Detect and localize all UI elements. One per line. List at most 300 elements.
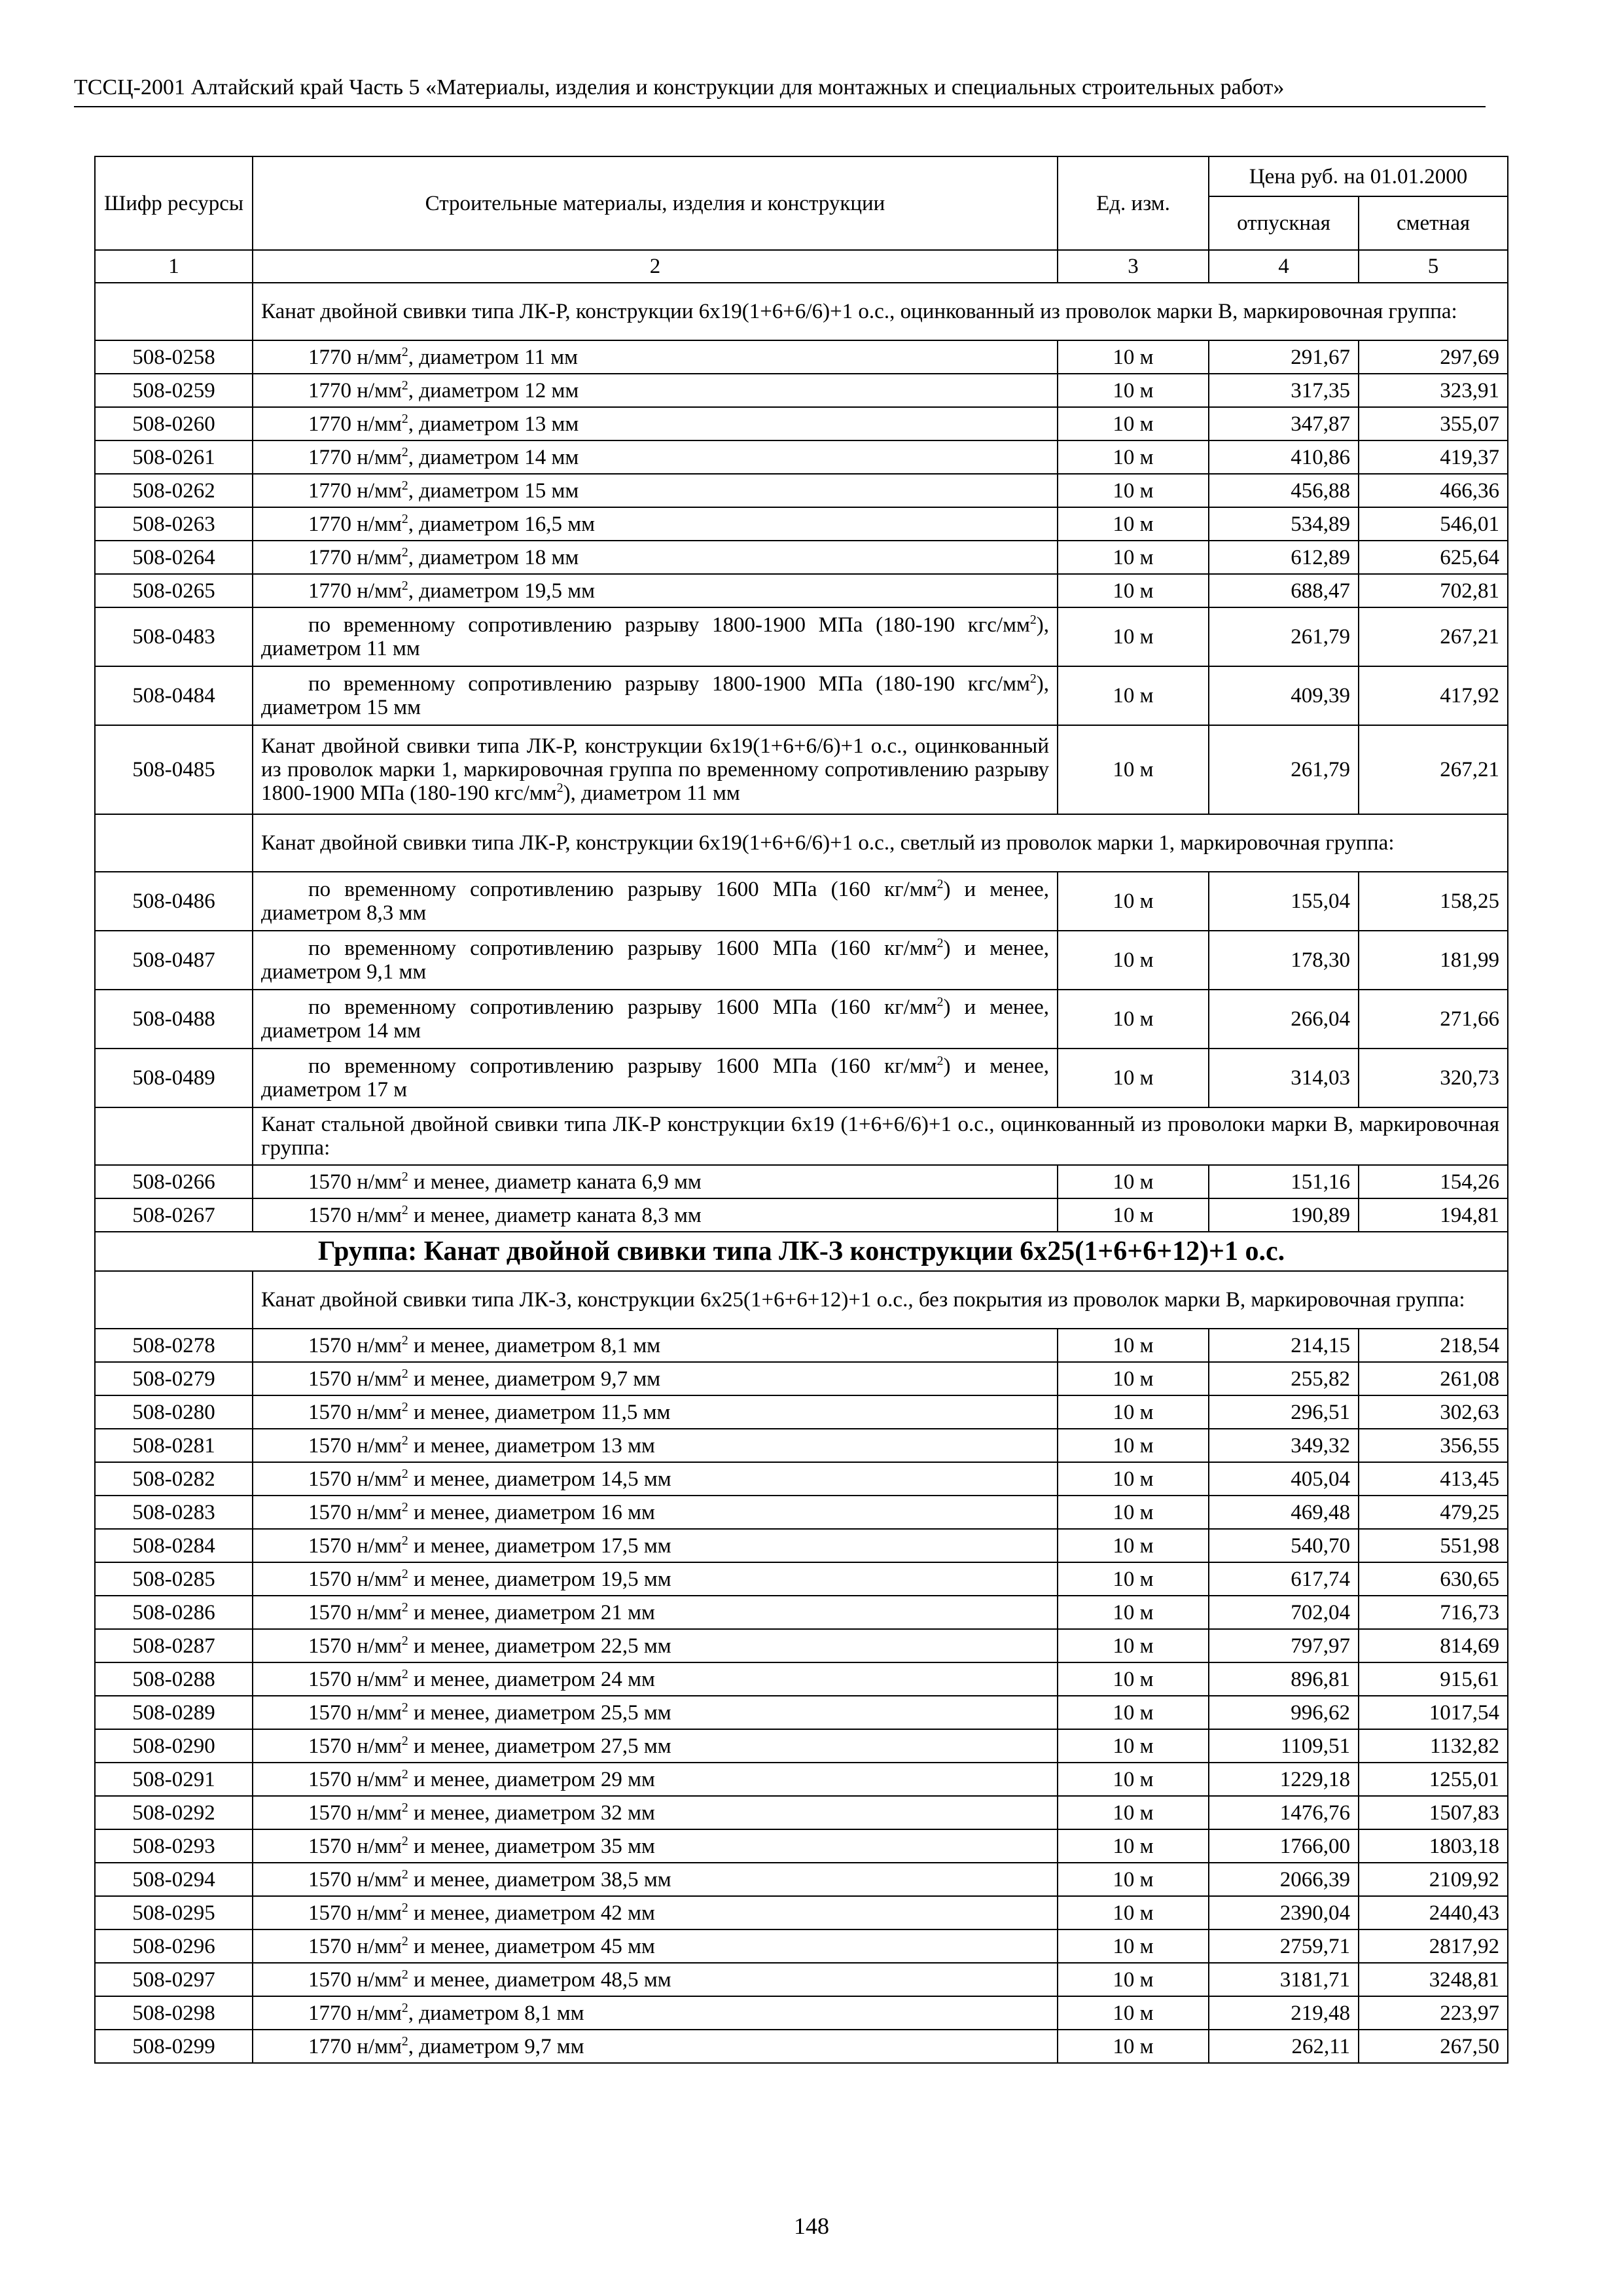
- unit-cell: 10 м: [1058, 1863, 1209, 1896]
- description-text: по временному сопротивлению разрыву 1600 МПа (160 кг/мм: [308, 1054, 937, 1078]
- unit-cell: 10 м: [1058, 1896, 1209, 1929]
- estimate-price: 625,64: [1359, 541, 1508, 574]
- superscript-2: 2: [936, 936, 944, 950]
- resource-code: 508-0484: [95, 666, 253, 725]
- description-text: ) и менее, диаметром 17 м: [261, 1054, 1049, 1102]
- estimate-price: 218,54: [1359, 1329, 1508, 1362]
- resource-code: 508-0278: [95, 1329, 253, 1362]
- unit-cell: 10 м: [1058, 1496, 1209, 1529]
- description-text: 1570 н/мм: [308, 1467, 402, 1491]
- release-price: 151,16: [1209, 1165, 1359, 1198]
- description-text: 1570 н/мм: [308, 1600, 402, 1624]
- description-text: 1570 н/мм: [308, 1901, 402, 1925]
- release-price: 219,48: [1209, 1996, 1359, 2030]
- estimate-price: 716,73: [1359, 1596, 1508, 1629]
- description-text: , диаметром 8,1 мм: [408, 2001, 584, 2025]
- material-description: [253, 1198, 1058, 1232]
- unit-cell: 10 м: [1058, 474, 1209, 507]
- table-row: [95, 1863, 1508, 1896]
- superscript-2: 2: [556, 781, 563, 795]
- material-description: [253, 1863, 1058, 1896]
- description-text: , диаметром 11 мм: [408, 345, 578, 369]
- superscript-2: 2: [401, 1900, 408, 1915]
- release-price: 405,04: [1209, 1462, 1359, 1496]
- superscript-2: 2: [1029, 672, 1037, 686]
- superscript-2: 2: [401, 1202, 408, 1217]
- column-number: 3: [1058, 250, 1209, 283]
- resource-code: 508-0292: [95, 1796, 253, 1829]
- resource-code: 508-0286: [95, 1596, 253, 1629]
- description-text: и менее, диаметром 11,5 мм: [408, 1400, 671, 1424]
- unit-cell: 10 м: [1058, 1729, 1209, 1763]
- material-description: [253, 1496, 1058, 1529]
- resource-code: 508-0299: [95, 2030, 253, 2063]
- estimate-price: 2109,92: [1359, 1863, 1508, 1896]
- table-row: [95, 1596, 1508, 1629]
- resource-code: 508-0279: [95, 1362, 253, 1395]
- table-row: [95, 725, 1508, 814]
- unit-cell: 10 м: [1058, 407, 1209, 440]
- table-row: [95, 1362, 1508, 1395]
- material-description: [253, 374, 1058, 407]
- release-price: 617,74: [1209, 1562, 1359, 1596]
- table-row: [95, 574, 1508, 607]
- release-price: 314,03: [1209, 1049, 1359, 1107]
- page-number: 148: [794, 2213, 829, 2239]
- estimate-price: 2440,43: [1359, 1896, 1508, 1929]
- section-note-row: [95, 814, 1508, 872]
- superscript-2: 2: [401, 511, 408, 526]
- material-description: [253, 1763, 1058, 1796]
- superscript-2: 2: [936, 877, 944, 891]
- release-price: 261,79: [1209, 607, 1359, 666]
- table-row: [95, 1996, 1508, 2030]
- resource-code: 508-0289: [95, 1696, 253, 1729]
- superscript-2: 2: [401, 411, 408, 426]
- resource-code: 508-0267: [95, 1198, 253, 1232]
- resource-code: 508-0290: [95, 1729, 253, 1763]
- description-text: и менее, диаметром 45 мм: [408, 1934, 655, 1958]
- resource-code: 508-0262: [95, 474, 253, 507]
- material-description: [253, 666, 1058, 725]
- estimate-price: 158,25: [1359, 872, 1508, 931]
- estimate-price: 267,50: [1359, 2030, 1508, 2063]
- material-description: [253, 1996, 1058, 2030]
- description-text: и менее, диаметром 9,7 мм: [408, 1367, 661, 1391]
- table-row: [95, 1462, 1508, 1496]
- material-description: [253, 1362, 1058, 1395]
- superscript-2: 2: [401, 1499, 408, 1515]
- col-code-header: Шифр ресурсы: [95, 156, 253, 250]
- unit-cell: 10 м: [1058, 1696, 1209, 1729]
- table-row: [95, 931, 1508, 990]
- unit-cell: 10 м: [1058, 1529, 1209, 1562]
- col-name-header: Строительные материалы, изделия и конструкции: [253, 156, 1058, 250]
- unit-cell: 10 м: [1058, 1198, 1209, 1232]
- header-rule: [74, 106, 1486, 107]
- table-row: [95, 1729, 1508, 1763]
- section-note-row: [95, 1271, 1508, 1329]
- superscript-2: 2: [1029, 613, 1037, 627]
- material-description: [253, 1596, 1058, 1629]
- estimate-price: 546,01: [1359, 507, 1508, 541]
- superscript-2: 2: [936, 1054, 944, 1068]
- release-price: 291,67: [1209, 340, 1359, 374]
- description-text: и менее, диаметром 14,5 мм: [408, 1467, 671, 1491]
- superscript-2: 2: [401, 2034, 408, 2049]
- table-row: [95, 1963, 1508, 1996]
- table-row: [95, 374, 1508, 407]
- description-text: 1570 н/мм: [308, 1700, 402, 1725]
- estimate-price: 1017,54: [1359, 1696, 1508, 1729]
- material-description: [253, 1963, 1058, 1996]
- section-note: Канат стальной двойной свивки типа ЛК-Р конструкции 6х19 (1+6+6/6)+1 о.с., оцинкованный из проволоки марки В, маркировочная группа:: [253, 1107, 1508, 1165]
- superscript-2: 2: [401, 1333, 408, 1348]
- release-price: 262,11: [1209, 2030, 1359, 2063]
- resource-code: 508-0266: [95, 1165, 253, 1198]
- estimate-price: 223,97: [1359, 1996, 1508, 2030]
- table-row: [95, 872, 1508, 931]
- release-price: 317,35: [1209, 374, 1359, 407]
- release-price: 456,88: [1209, 474, 1359, 507]
- material-description: [253, 1429, 1058, 1462]
- unit-cell: 10 м: [1058, 725, 1209, 814]
- description-text: 1570 н/мм: [308, 1867, 402, 1892]
- description-text: ) и менее, диаметром 14 мм: [261, 996, 1049, 1043]
- superscript-2: 2: [401, 1433, 408, 1448]
- release-price: 612,89: [1209, 541, 1359, 574]
- superscript-2: 2: [401, 1466, 408, 1481]
- superscript-2: 2: [401, 1700, 408, 1715]
- resource-code: 508-0259: [95, 374, 253, 407]
- description-text: , диаметром 19,5 мм: [408, 579, 595, 603]
- superscript-2: 2: [401, 1833, 408, 1848]
- description-text: 1570 н/мм: [308, 1834, 402, 1858]
- material-description: [253, 1796, 1058, 1829]
- description-text: 1570 н/мм: [308, 1967, 402, 1992]
- description-text: 1770 н/мм: [308, 345, 402, 369]
- release-price: 2066,39: [1209, 1863, 1359, 1896]
- section-note-row: [95, 1107, 1508, 1165]
- description-text: 1570 н/мм: [308, 1801, 402, 1825]
- table-row: [95, 340, 1508, 374]
- description-text: 1770 н/мм: [308, 579, 402, 603]
- release-price: 1229,18: [1209, 1763, 1359, 1796]
- resource-code: 508-0486: [95, 872, 253, 931]
- superscript-2: 2: [401, 1800, 408, 1815]
- material-description: [253, 1529, 1058, 1562]
- description-text: и менее, диаметром 21 мм: [408, 1600, 655, 1624]
- superscript-2: 2: [401, 444, 408, 459]
- description-text: 1570 н/мм: [308, 1734, 402, 1758]
- column-number-row: [95, 250, 1508, 283]
- unit-cell: 10 м: [1058, 1429, 1209, 1462]
- description-text: 1770 н/мм: [308, 445, 402, 469]
- description-text: ), диаметром 15 мм: [261, 672, 1049, 719]
- description-text: 1570 н/мм: [308, 1203, 402, 1227]
- description-text: 1570 н/мм: [308, 1433, 402, 1458]
- table-row: [95, 440, 1508, 474]
- estimate-price: 413,45: [1359, 1462, 1508, 1496]
- unit-cell: 10 м: [1058, 1462, 1209, 1496]
- unit-cell: 10 м: [1058, 1049, 1209, 1107]
- release-price: 1766,00: [1209, 1829, 1359, 1863]
- resource-code: 508-0485: [95, 725, 253, 814]
- estimate-price: 323,91: [1359, 374, 1508, 407]
- description-text: 1770 н/мм: [308, 2001, 402, 2025]
- release-price: 266,04: [1209, 990, 1359, 1049]
- resource-code: 508-0260: [95, 407, 253, 440]
- empty-cell: [95, 1271, 253, 1329]
- unit-cell: 10 м: [1058, 1963, 1209, 1996]
- resource-code: 508-0281: [95, 1429, 253, 1462]
- description-text: и менее, диаметр каната 6,9 мм: [408, 1170, 702, 1194]
- estimate-price: 814,69: [1359, 1629, 1508, 1662]
- resource-code: 508-0295: [95, 1896, 253, 1929]
- section-note: Канат двойной свивки типа ЛК-Р, конструкции 6х19(1+6+6/6)+1 о.с., светлый из проволок марки 1, маркировочная группа:: [253, 814, 1508, 872]
- estimate-price: 551,98: [1359, 1529, 1508, 1562]
- description-text: , диаметром 18 мм: [408, 545, 579, 569]
- description-text: и менее, диаметром 22,5 мм: [408, 1634, 671, 1658]
- section-note-row: [95, 283, 1508, 340]
- release-price: 2390,04: [1209, 1896, 1359, 1929]
- superscript-2: 2: [401, 1633, 408, 1648]
- unit-cell: 10 м: [1058, 1596, 1209, 1629]
- table-row: [95, 1796, 1508, 1829]
- col-unit-header: Ед. изм.: [1058, 156, 1209, 250]
- superscript-2: 2: [401, 1967, 408, 1982]
- description-text: , диаметром 15 мм: [408, 478, 579, 503]
- description-text: 1570 н/мм: [308, 1534, 402, 1558]
- resource-code: 508-0483: [95, 607, 253, 666]
- resource-code: 508-0258: [95, 340, 253, 374]
- table-row: [95, 507, 1508, 541]
- unit-cell: 10 м: [1058, 666, 1209, 725]
- table-row: [95, 1049, 1508, 1107]
- resource-code: 508-0263: [95, 507, 253, 541]
- estimate-price: 261,08: [1359, 1362, 1508, 1395]
- release-price: 688,47: [1209, 574, 1359, 607]
- unit-cell: 10 м: [1058, 340, 1209, 374]
- estimate-price: 1132,82: [1359, 1729, 1508, 1763]
- resource-code: 508-0282: [95, 1462, 253, 1496]
- material-description: [253, 725, 1058, 814]
- material-description: [253, 574, 1058, 607]
- description-text: , диаметром 14 мм: [408, 445, 579, 469]
- release-price: 1476,76: [1209, 1796, 1359, 1829]
- resource-code: 508-0296: [95, 1929, 253, 1963]
- description-text: 1770 н/мм: [308, 412, 402, 436]
- resource-code: 508-0288: [95, 1662, 253, 1696]
- material-description: [253, 1929, 1058, 1963]
- material-description: [253, 1696, 1058, 1729]
- description-text: и менее, диаметром 19,5 мм: [408, 1567, 671, 1591]
- unit-cell: 10 м: [1058, 2030, 1209, 2063]
- description-text: и менее, диаметр каната 8,3 мм: [408, 1203, 702, 1227]
- release-price: 190,89: [1209, 1198, 1359, 1232]
- table-row: [95, 1629, 1508, 1662]
- description-text: 1770 н/мм: [308, 512, 402, 536]
- unit-cell: 10 м: [1058, 1562, 1209, 1596]
- group-heading-row: [95, 1232, 1508, 1271]
- release-price: 1109,51: [1209, 1729, 1359, 1763]
- resource-code: 508-0285: [95, 1562, 253, 1596]
- table-row: [95, 1165, 1508, 1198]
- material-description: [253, 541, 1058, 574]
- release-price: 469,48: [1209, 1496, 1359, 1529]
- unit-cell: 10 м: [1058, 374, 1209, 407]
- resource-code: 508-0488: [95, 990, 253, 1049]
- material-description: [253, 474, 1058, 507]
- description-text: и менее, диаметром 48,5 мм: [408, 1967, 671, 1992]
- release-price: 896,81: [1209, 1662, 1359, 1696]
- page-header: ТССЦ-2001 Алтайский край Часть 5 «Материалы, изделия и конструкции для монтажных и специальных строительных работ»: [74, 75, 1285, 99]
- col-price-header: Цена руб. на 01.01.2000: [1209, 156, 1508, 196]
- release-price: 178,30: [1209, 931, 1359, 990]
- empty-cell: [95, 283, 253, 340]
- resource-code: 508-0287: [95, 1629, 253, 1662]
- release-price: 3181,71: [1209, 1963, 1359, 1996]
- description-text: по временному сопротивлению разрыву 1800-1900 МПа (180-190 кгс/мм: [308, 672, 1030, 696]
- unit-cell: 10 м: [1058, 541, 1209, 574]
- material-description: [253, 407, 1058, 440]
- table-row: [95, 1829, 1508, 1863]
- superscript-2: 2: [401, 1566, 408, 1581]
- unit-cell: 10 м: [1058, 872, 1209, 931]
- material-description: [253, 440, 1058, 474]
- superscript-2: 2: [401, 478, 408, 493]
- material-description: [253, 1049, 1058, 1107]
- description-text: 1570 н/мм: [308, 1567, 402, 1591]
- table-row: [95, 1529, 1508, 1562]
- resource-code: 508-0284: [95, 1529, 253, 1562]
- unit-cell: 10 м: [1058, 990, 1209, 1049]
- description-text: 1570 н/мм: [308, 1667, 402, 1691]
- superscript-2: 2: [401, 378, 408, 393]
- material-description: [253, 1629, 1058, 1662]
- estimate-price: 3248,81: [1359, 1963, 1508, 1996]
- section-note: Канат двойной свивки типа ЛК-З, конструкции 6х25(1+6+6+12)+1 о.с., без покрытия из проволок марки В, маркировочная группа:: [253, 1271, 1508, 1329]
- description-text: 1570 н/мм: [308, 1170, 402, 1194]
- estimate-price: 194,81: [1359, 1198, 1508, 1232]
- estimate-price: 466,36: [1359, 474, 1508, 507]
- release-price: 255,82: [1209, 1362, 1359, 1395]
- description-text: , диаметром 12 мм: [408, 378, 579, 403]
- superscript-2: 2: [936, 995, 944, 1009]
- unit-cell: 10 м: [1058, 440, 1209, 474]
- empty-cell: [95, 1107, 253, 1165]
- description-text: по временному сопротивлению разрыву 1600 МПа (160 кг/мм: [308, 878, 937, 901]
- description-text: и менее, диаметром 38,5 мм: [408, 1867, 671, 1892]
- resource-code: 508-0283: [95, 1496, 253, 1529]
- table-row: [95, 474, 1508, 507]
- description-text: , диаметром 9,7 мм: [408, 2034, 584, 2058]
- material-description: [253, 507, 1058, 541]
- estimate-price: 630,65: [1359, 1562, 1508, 1596]
- superscript-2: 2: [401, 545, 408, 560]
- release-price: 349,32: [1209, 1429, 1359, 1462]
- column-number: 1: [95, 250, 253, 283]
- estimate-price: 915,61: [1359, 1662, 1508, 1696]
- description-text: Канат двойной свивки типа ЛК-Р, конструкции 6х19(1+6+6/6)+1 о.с., оцинкованный из проволок марки 1, маркировочная группа по временному сопротивлению разрыву 1800-1900 МПа (180-190 кгс/мм: [261, 734, 1049, 805]
- table-row: [95, 1198, 1508, 1232]
- description-text: 1570 н/мм: [308, 1500, 402, 1524]
- release-price: 2759,71: [1209, 1929, 1359, 1963]
- description-text: и менее, диаметром 29 мм: [408, 1767, 655, 1791]
- estimate-price: 702,81: [1359, 574, 1508, 607]
- table-row: [95, 1896, 1508, 1929]
- superscript-2: 2: [401, 1169, 408, 1184]
- release-price: 347,87: [1209, 407, 1359, 440]
- resource-code: 508-0293: [95, 1829, 253, 1863]
- unit-cell: 10 м: [1058, 1829, 1209, 1863]
- unit-cell: 10 м: [1058, 1362, 1209, 1395]
- description-text: ), диаметром 11 мм: [261, 613, 1049, 660]
- release-price: 797,97: [1209, 1629, 1359, 1662]
- release-price: 410,86: [1209, 440, 1359, 474]
- superscript-2: 2: [401, 1933, 408, 1948]
- material-description: [253, 1462, 1058, 1496]
- table-row: [95, 407, 1508, 440]
- table-row: [95, 1662, 1508, 1696]
- estimate-price: 356,55: [1359, 1429, 1508, 1462]
- column-number: 5: [1359, 250, 1508, 283]
- description-text: 1570 н/мм: [308, 1367, 402, 1391]
- table-row: [95, 1929, 1508, 1963]
- superscript-2: 2: [401, 578, 408, 593]
- estimate-price: 154,26: [1359, 1165, 1508, 1198]
- superscript-2: 2: [401, 1767, 408, 1782]
- material-description: [253, 340, 1058, 374]
- release-price: 155,04: [1209, 872, 1359, 931]
- estimate-price: 1255,01: [1359, 1763, 1508, 1796]
- group-heading: Группа: Канат двойной свивки типа ЛК-З конструкции 6х25(1+6+6+12)+1 о.с.: [95, 1232, 1508, 1271]
- superscript-2: 2: [401, 1733, 408, 1748]
- description-text: и менее, диаметром 32 мм: [408, 1801, 655, 1825]
- estimate-price: 1507,83: [1359, 1796, 1508, 1829]
- estimate-price: 2817,92: [1359, 1929, 1508, 1963]
- description-text: и менее, диаметром 42 мм: [408, 1901, 655, 1925]
- estimate-price: 181,99: [1359, 931, 1508, 990]
- resource-code: 508-0261: [95, 440, 253, 474]
- description-text: 1770 н/мм: [308, 478, 402, 503]
- resource-code: 508-0294: [95, 1863, 253, 1896]
- material-description: [253, 2030, 1058, 2063]
- material-description: [253, 1662, 1058, 1696]
- material-description: [253, 872, 1058, 931]
- resource-code: 508-0487: [95, 931, 253, 990]
- superscript-2: 2: [401, 1366, 408, 1381]
- unit-cell: 10 м: [1058, 1763, 1209, 1796]
- description-text: и менее, диаметром 35 мм: [408, 1834, 655, 1858]
- material-description: [253, 1395, 1058, 1429]
- material-description: [253, 1329, 1058, 1362]
- table-row: [95, 1562, 1508, 1596]
- superscript-2: 2: [401, 1867, 408, 1882]
- description-text: 1770 н/мм: [308, 545, 402, 569]
- resource-code: 508-0298: [95, 1996, 253, 2030]
- description-text: и менее, диаметром 25,5 мм: [408, 1700, 671, 1725]
- description-text: 1770 н/мм: [308, 378, 402, 403]
- table-row: [95, 1763, 1508, 1796]
- description-text: 1570 н/мм: [308, 1934, 402, 1958]
- description-text: ) и менее, диаметром 8,3 мм: [261, 878, 1049, 925]
- material-description: [253, 1562, 1058, 1596]
- description-text: и менее, диаметром 24 мм: [408, 1667, 655, 1691]
- release-price: 702,04: [1209, 1596, 1359, 1629]
- description-text: 1770 н/мм: [308, 2034, 402, 2058]
- release-price: 296,51: [1209, 1395, 1359, 1429]
